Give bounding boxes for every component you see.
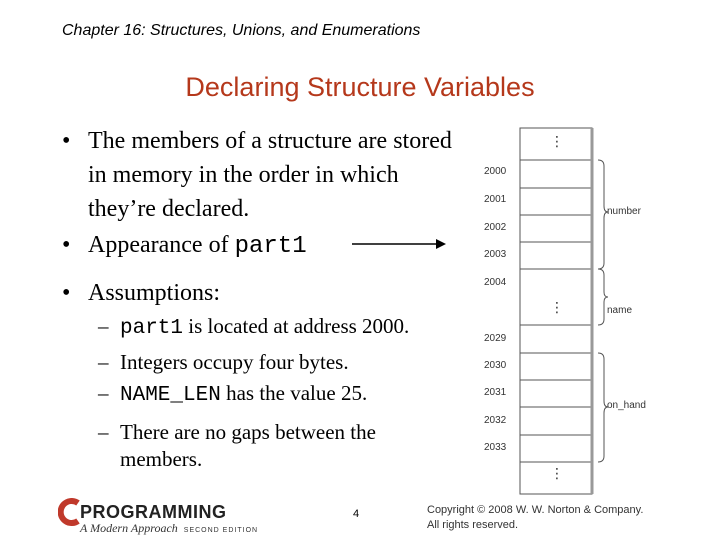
bullet-text: The members of a structure are stored in memory in the order in which they’re declared. [88, 128, 452, 222]
subbullet-name-len: – NAME_LEN has the value 25. [98, 381, 368, 407]
member-label-number: number [607, 206, 641, 217]
member-label-name: name [607, 305, 633, 316]
address-label: 2032 [484, 415, 507, 426]
ellipsis-top: ⋮ [550, 134, 564, 150]
logo-title: PROGRAMMING [80, 502, 227, 522]
subbullet-integers: – Integers occupy four bytes. [98, 350, 349, 374]
address-label: 2002 [484, 222, 507, 233]
code-name-len: NAME_LEN [120, 384, 221, 407]
memory-layout-diagram [478, 126, 698, 496]
ellipsis-middle: ⋮ [550, 300, 564, 316]
address-label: 2031 [484, 387, 507, 398]
copyright-notice: Copyright © 2008 W. W. Norton & Company. All rights reserved. [427, 504, 644, 531]
address-label: 2030 [484, 360, 507, 371]
logo-c-icon [58, 498, 82, 526]
logo-subtitle: A Modern Approach SECOND EDITION [80, 521, 259, 535]
address-label: 2001 [484, 194, 507, 205]
page-number: 4 [353, 508, 360, 520]
bullet-members-order [62, 124, 460, 226]
bullet-assumptions [62, 276, 220, 310]
address-label: 2000 [484, 166, 507, 177]
bullet-text: Assumptions: [88, 280, 221, 306]
address-label: 2004 [484, 277, 507, 288]
ellipsis-bottom: ⋮ [550, 466, 564, 482]
code-part1: part1 [234, 233, 307, 260]
logo-edition: SECOND EDITION [183, 527, 259, 534]
address-label: 2029 [484, 333, 507, 344]
bullet-dot: • [62, 280, 71, 306]
arrow-to-diagram [352, 236, 448, 252]
bullet-dot: • [62, 232, 71, 258]
member-label-on-hand: on_hand [607, 400, 646, 411]
bullet-text: Appearance of [88, 232, 235, 258]
address-label: 2033 [484, 442, 507, 453]
address-label: 2003 [484, 249, 507, 260]
slide-title: Declaring Structure Variables [185, 72, 535, 102]
bullet-appearance [62, 228, 307, 264]
subbullet-no-gaps: – There are no gaps between the members. [98, 420, 376, 471]
code-part1: part1 [120, 317, 184, 340]
bullet-dot: • [62, 128, 71, 154]
subbullet-address: – part1 is located at address 2000. [98, 314, 410, 340]
chapter-heading: Chapter 16: Structures, Unions, and Enumerations [62, 22, 421, 39]
